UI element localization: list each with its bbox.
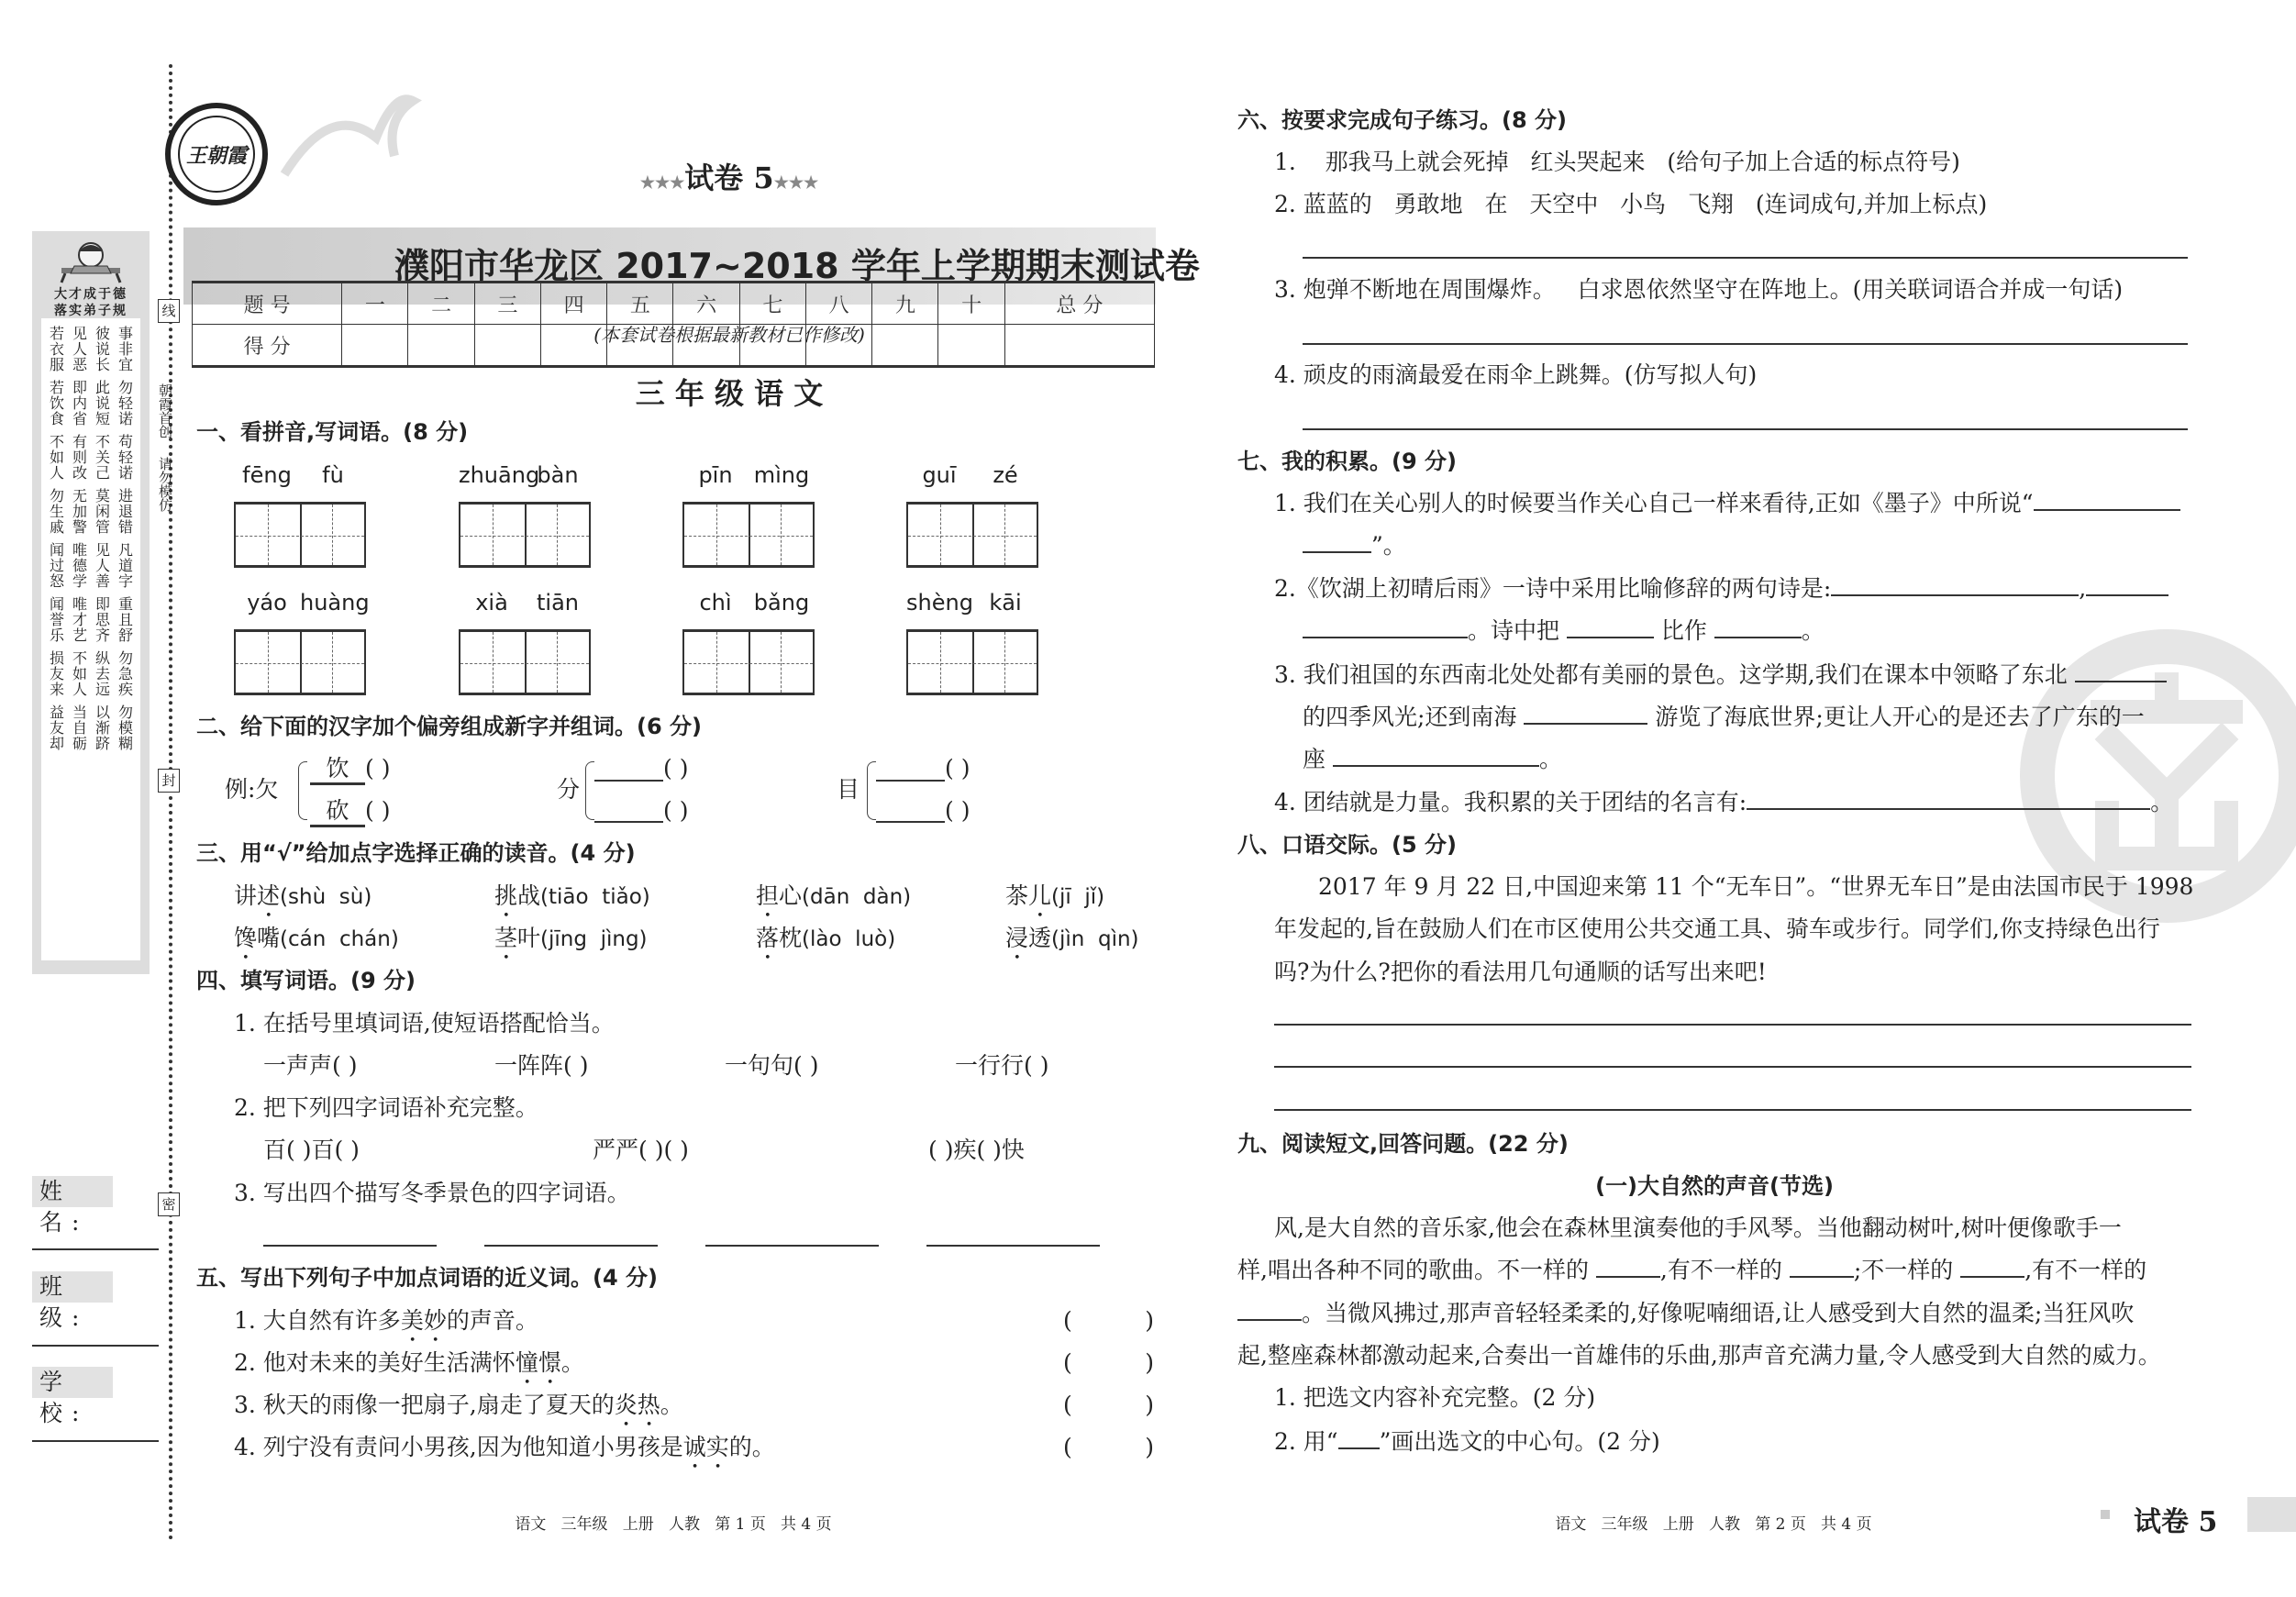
dotted-word: 憧憬 [515,1349,561,1376]
score-cell[interactable] [607,325,673,367]
poem-row: 若见彼事 [50,325,142,342]
poem-row: 怒学善字 [50,572,142,590]
word-char: 战 [517,882,541,909]
score-header-cell: 二 [408,283,474,325]
s4-q2-item[interactable]: 严严( )( ) [593,1137,689,1163]
answer-paren[interactable]: ( ) [1063,1434,1154,1460]
example-answer-a: 饮 [310,755,365,785]
s4-q2-item[interactable]: 百( )百( ) [263,1137,360,1163]
pinyin: bǎng [753,590,810,616]
dotted-word: 炎热 [614,1392,660,1418]
reading-choice[interactable] [756,925,895,965]
word-char: 茎 [494,925,518,951]
reading-choice[interactable] [756,882,911,923]
pinyin: pīn [698,462,733,488]
s7-q2-cont: 。诗中把 比作 。 [1303,617,1825,645]
score-header-cell: 六 [673,283,739,325]
char-fen: 分 [557,776,581,803]
score-cell[interactable] [342,325,408,367]
synonym-item: 2. 他对未来的美好生活满怀憧憬。 [234,1349,584,1376]
school-label: 学 校: [32,1367,113,1398]
s4-q1-item[interactable]: 一行行( ) [955,1052,1049,1079]
poem-row: 益当以勿 [50,704,142,721]
answer-line[interactable] [263,1245,437,1247]
score-cell[interactable] [805,325,871,367]
s7-q3-cont: 的四季风光;还到南海 游览了海底世界;更让人开心的是还去了广东的一 [1303,704,2145,730]
word-char: 心 [779,882,803,909]
pinyin: bàn [537,462,579,488]
reading-choice[interactable] [234,925,399,965]
section-5-heading: 五、写出下列句子中加点词语的近义词。(4 分) [196,1265,658,1291]
s6-q2: 2. 蓝蓝的 勇敢地 在 天空中 小鸟 飞翔 (连词成句,并加上标点) [1274,191,1988,217]
reading-choice[interactable] [1005,882,1104,923]
word-char: 茶 [1005,882,1029,909]
exam-title: 濮阳市华龙区 2017~2018 学年上学期期末测试卷 [394,246,1200,286]
answer-line[interactable] [1274,1109,2191,1111]
pinyin-options: (tiāo tiǎo) [540,885,650,909]
answer-line[interactable] [1274,1024,2191,1026]
score-cell[interactable] [739,325,805,367]
name-field[interactable] [32,1248,159,1250]
subject-title: 三 年 级 语 文 [635,376,824,411]
s4-q1: 1. 在括号里填词语,使短语搭配恰当。 [234,1010,615,1037]
answer-blank[interactable] [1831,576,2079,596]
poem-row: 勿无莫进 [50,487,142,505]
section-4-heading: 四、填写词语。(9 分) [196,968,416,993]
poem-row: 损不纵勿 [50,649,142,667]
pinyin: yáo [247,590,287,616]
answer-blank[interactable] [876,780,945,782]
series-tab-label: 试卷 5 [2134,1506,2218,1538]
class-label: 班 级: [32,1271,113,1303]
stars-left-icon: ★★★ [639,173,685,193]
synonym-item: 3. 秋天的雨像一把扇子,扇走了夏天的炎热。 [234,1392,683,1418]
word-char: 挑 [494,882,518,909]
answer-line[interactable] [1303,428,2188,430]
tianzige-box[interactable] [682,502,815,568]
poem-row: 来人远疾 [50,681,142,698]
s7-q3-cont2: 座 。 [1303,746,1562,772]
section-1-heading: 一、看拼音,写词语。(8 分) [196,419,469,445]
s4-q1-item[interactable]: 一声声( ) [263,1052,358,1079]
side-vertical-text-1: 朝霞首创 [157,383,173,438]
poem-row: 衣人说非 [50,340,142,358]
s4-q2-item[interactable]: ( )疾( )快 [928,1137,1025,1163]
answer-blank[interactable] [1333,747,1539,767]
poem-row: 人改己诺 [50,464,142,482]
score-header-cell: 八 [805,283,871,325]
score-header-cell: 九 [872,283,938,325]
s8-para-line: 吗?为什么?把你的看法用几句通顺的话写出来吧! [1274,959,1767,985]
poem-row: 饮内说轻 [50,394,142,412]
score-header-cell: 七 [739,283,805,325]
score-header-cell: 题 号 [193,283,342,325]
synonym-item: 4. 列宁没有责问小男孩,因为他知道小男孩是诚实的。 [234,1434,775,1460]
score-cell[interactable] [408,325,474,367]
poem-row: 不有不苟 [50,433,142,450]
word-char: 述 [257,882,281,909]
passage-line: 风,是大自然的音乐家,他会在森林里演奏他的手风琴。当他翻动树叶,树叶便像歌手一 [1274,1214,2122,1241]
score-cell[interactable] [1004,325,1154,367]
word-char: 馋 [234,925,258,951]
poem-row: 食省短诺 [50,410,142,427]
pinyin: fù [322,462,344,488]
s6-q1: 1. 那我马上就会死掉 红头哭起来 (给句子加上合适的标点符号) [1274,149,1960,175]
s7-q2: 2.《饮湖上初晴后雨》一诗中采用比喻修辞的两句诗是: , [1274,575,2168,603]
paren-blank[interactable]: ( ) [945,755,971,782]
score-cell[interactable] [474,325,540,367]
school-field[interactable] [32,1440,159,1442]
pinyin: chì [699,590,732,616]
s4-q1-item[interactable]: 一阵阵( ) [494,1052,589,1079]
score-table-score-row [193,325,1155,367]
pinyin: tiān [537,590,579,616]
pinyin: zhuāng [459,462,540,488]
poem-stanza [41,542,140,589]
dotted-word: 诚实 [682,1434,729,1460]
cut-mark-secret: 密 [158,1192,180,1216]
pinyin: fēng [242,462,292,488]
paren-blank[interactable]: ( ) [663,755,689,782]
poem-row: 闻唯即重 [50,595,142,613]
s7-q4: 4. 团结就是力量。我积累的关于团结的名言有: 。 [1274,789,2174,815]
poem-stanza [41,704,140,751]
answer-blank[interactable] [594,780,663,782]
poem-stanza [41,488,140,535]
tianzige-box[interactable] [234,502,366,568]
paren-blank[interactable]: ( ) [365,797,391,824]
pinyin: shèng [906,590,973,616]
answer-blank[interactable] [1714,618,1802,638]
score-cell[interactable] [938,325,1004,367]
answer-blank[interactable] [594,821,663,823]
answer-blank[interactable] [2086,576,2168,596]
section-6-heading: 六、按要求完成句子练习。(8 分) [1237,107,1567,133]
revision-note: (本套试卷根据最新教材已作修改) [593,324,865,346]
answer-line[interactable] [705,1245,879,1247]
poem-row: 誉才思且 [50,611,142,628]
poem-row: 闻唯见凡 [50,541,142,559]
pinyin: xià [475,590,508,616]
s9-q2: 2. 用“ ”画出选文的中心句。(2 分) [1274,1428,1660,1455]
pinyin-options: (jìn qìn) [1051,927,1139,951]
tianzige-box[interactable] [459,629,591,695]
answer-blank[interactable] [1524,704,1647,725]
answer-blank[interactable] [1567,618,1654,638]
cut-mark-line: 线 [158,299,180,323]
s6-q3: 3. 炮弹不断地在周围爆炸。 白求恩依然坚守在阵地上。(用关联词语合并成一句话) [1274,276,2124,303]
word-char: 儿 [1028,882,1052,909]
underline-sample [1338,1429,1380,1449]
pinyin-options: (shù sù) [280,885,372,909]
tianzige-box[interactable] [234,629,366,695]
pinyin-options: (lào luò) [802,927,896,951]
answer-paren[interactable]: ( ) [1063,1307,1154,1334]
logo-text: 王朝霞 [178,116,255,193]
passage-line: 。当微风拂过,那声音轻轻柔柔的,好像呢喃细语,让人感受到大自然的温柔;当狂风吹 [1237,1300,2134,1327]
passage-line: 起,整座森林都激动起来,合奏出一首雄伟的乐曲,那声音充满力量,令人感受到大自然的威力。 [1237,1342,2161,1369]
answer-line[interactable] [1303,343,2188,345]
answer-blank[interactable] [2034,491,2180,511]
example-answer-b: 砍 [310,797,365,827]
poem-row: 友如去急 [50,665,142,682]
tianzige-box[interactable] [682,629,815,695]
score-header-cell: 十 [938,283,1004,325]
word-char: 落 [756,925,780,951]
score-table-header-row [193,283,1155,325]
paren-blank[interactable]: ( ) [945,797,971,824]
answer-blank[interactable] [1237,1301,1302,1321]
word-char: 浸 [1005,925,1029,951]
poem-row: 过德人道 [50,557,142,574]
pinyin-options: (jīng jìng) [540,927,648,951]
score-cell[interactable] [872,325,938,367]
s8-para-line: 2017 年 9 月 22 日,中国迎来第 11 个“无车日”。“世界无车日”是由法国市民于 1998 [1318,873,2194,900]
pinyin: zé [993,462,1018,488]
score-header-cell: 一 [342,283,408,325]
tianzige-box[interactable] [906,502,1038,568]
student-cartoon-icon [54,238,128,284]
poem-stanza [41,596,140,643]
reading-choice[interactable] [1005,925,1139,965]
pinyin: huàng [300,590,370,616]
answer-line[interactable] [1274,1066,2191,1068]
reading-choice[interactable] [234,882,372,923]
pinyin-options: (cán chán) [280,927,399,951]
motto-2: 落实弟子规 [54,304,128,318]
score-cell[interactable] [540,325,606,367]
answer-line[interactable] [926,1245,1100,1247]
s9-q1: 1. 把选文内容补充完整。(2 分) [1274,1384,1596,1411]
reading-choice[interactable] [494,925,648,965]
word-char: 担 [756,882,780,909]
score-table [192,281,1155,368]
poem-row: 友自渐模 [50,719,142,737]
char-mu: 目 [837,776,860,803]
passage-line: 样,唱出各种不同的歌曲。不一样的 ,有不一样的 ;不一样的 ,有不一样的 [1237,1257,2147,1283]
poem-row: 乐艺齐舒 [50,627,142,644]
s7-q3: 3. 我们祖国的东西南北处处都有美丽的景色。这学期,我们在课本中领略了东北 [1274,661,2167,689]
answer-line[interactable] [1303,257,2188,259]
class-field[interactable] [32,1345,159,1347]
s7-q1: 1. 我们在关心别人的时候要当作关心自己一样来看待,正如《墨子》中所说“ [1274,490,2180,517]
score-header-cell: 四 [540,283,606,325]
s7-q1-cont: ”。 [1303,532,1406,560]
answer-blank[interactable] [1303,618,1468,638]
poem-row: 服恶长宜 [50,356,142,373]
brace [585,761,594,820]
score-row-label: 得 分 [193,325,342,367]
answer-blank[interactable] [1747,790,2150,810]
answer-paren[interactable]: ( ) [1063,1349,1154,1376]
score-header-cell: 总 分 [1004,283,1154,325]
poem-row: 却砺跻糊 [50,735,142,752]
section-9-heading: 九、阅读短文,回答问题。(22 分) [1237,1131,1569,1157]
score-header-cell: 三 [474,283,540,325]
answer-blank[interactable] [876,821,945,823]
section-7-heading: 七、我的积累。(9 分) [1237,449,1457,474]
binding-dotted-line [169,64,172,1541]
pinyin: guī [922,462,957,488]
poem-row: 如则关轻 [50,449,142,466]
section-3-heading: 三、用“√”给加点字选择正确的读音。(4 分) [196,840,636,866]
answer-blank[interactable] [2075,662,2167,682]
s4-q2: 2. 把下列四字词语补充完整。 [234,1094,538,1121]
poem-stanza [41,434,140,481]
s4-q3: 3. 写出四个描写冬季景色的四字词语。 [234,1180,630,1206]
word-char: 枕 [779,925,803,951]
tianzige-box[interactable] [459,502,591,568]
pinyin-options: (jī jǐ) [1051,885,1105,909]
s8-para-line: 年发起的,旨在鼓励人们在市区使用公共交通工具、骑车或步行。同学们,你支持绿色出行 [1274,915,2160,942]
name-label: 姓 名: [32,1176,113,1207]
brace [867,761,876,820]
series-tab [2093,1497,2296,1538]
word-char: 叶 [517,925,541,951]
dizigui-poem [41,318,140,960]
word-char: 讲 [234,882,258,909]
example-label: 例:欠 [225,776,279,803]
stars-right-icon: ★★★ [773,173,819,193]
series-number: 试卷 5 [684,161,774,195]
poem-row: 戚警管错 [50,518,142,536]
answer-blank[interactable] [1596,1258,1660,1278]
section-2-heading: 二、给下面的汉字加个偏旁组成新字并组词。(6 分) [196,714,702,739]
poem-stanza [41,650,140,697]
tianzige-box[interactable] [906,629,1038,695]
score-header-cell: 五 [607,283,673,325]
section-8-heading: 八、口语交际。(5 分) [1237,832,1457,858]
cut-mark-seal: 封 [158,769,180,793]
motto-1: 大才成于德 [54,287,128,302]
paren-blank[interactable]: ( ) [663,797,689,824]
reading-choice[interactable] [494,882,650,923]
s4-q1-item[interactable]: 一句句( ) [725,1052,819,1079]
answer-blank[interactable] [1303,533,1371,553]
word-char: 嘴 [257,925,281,951]
answer-line[interactable] [484,1245,658,1247]
brace [298,761,307,820]
word-char: 透 [1028,925,1052,951]
answer-paren[interactable]: ( ) [1063,1392,1154,1418]
pinyin-options: (dān dàn) [802,885,912,909]
tab-decoration [2101,1510,2110,1519]
pinyin: kāi [989,590,1022,616]
series-label [0,161,1459,201]
poem-row: 若即此勿 [50,379,142,396]
dotted-word: 美妙 [400,1307,447,1334]
footer-page-2: 语文 三年级 上册 人教 第 2 页 共 4 页 [1555,1515,1872,1534]
score-cell[interactable] [673,325,739,367]
footer-page-1: 语文 三年级 上册 人教 第 1 页 共 4 页 [515,1515,832,1534]
pinyin: mìng [753,462,810,488]
passage-title: (一)大自然的声音(节选) [1595,1173,1834,1199]
synonym-item: 1. 大自然有许多美妙的声音。 [234,1307,538,1334]
answer-blank[interactable] [1790,1258,1854,1278]
s6-q4: 4. 顽皮的雨滴最爱在雨伞上跳舞。(仿写拟人句) [1274,361,1758,388]
poem-row: 生加闲退 [50,503,142,520]
paren-blank[interactable]: ( ) [365,755,391,782]
answer-blank[interactable] [1960,1258,2024,1278]
side-vertical-text-2: 请勿模仿 [157,457,173,512]
